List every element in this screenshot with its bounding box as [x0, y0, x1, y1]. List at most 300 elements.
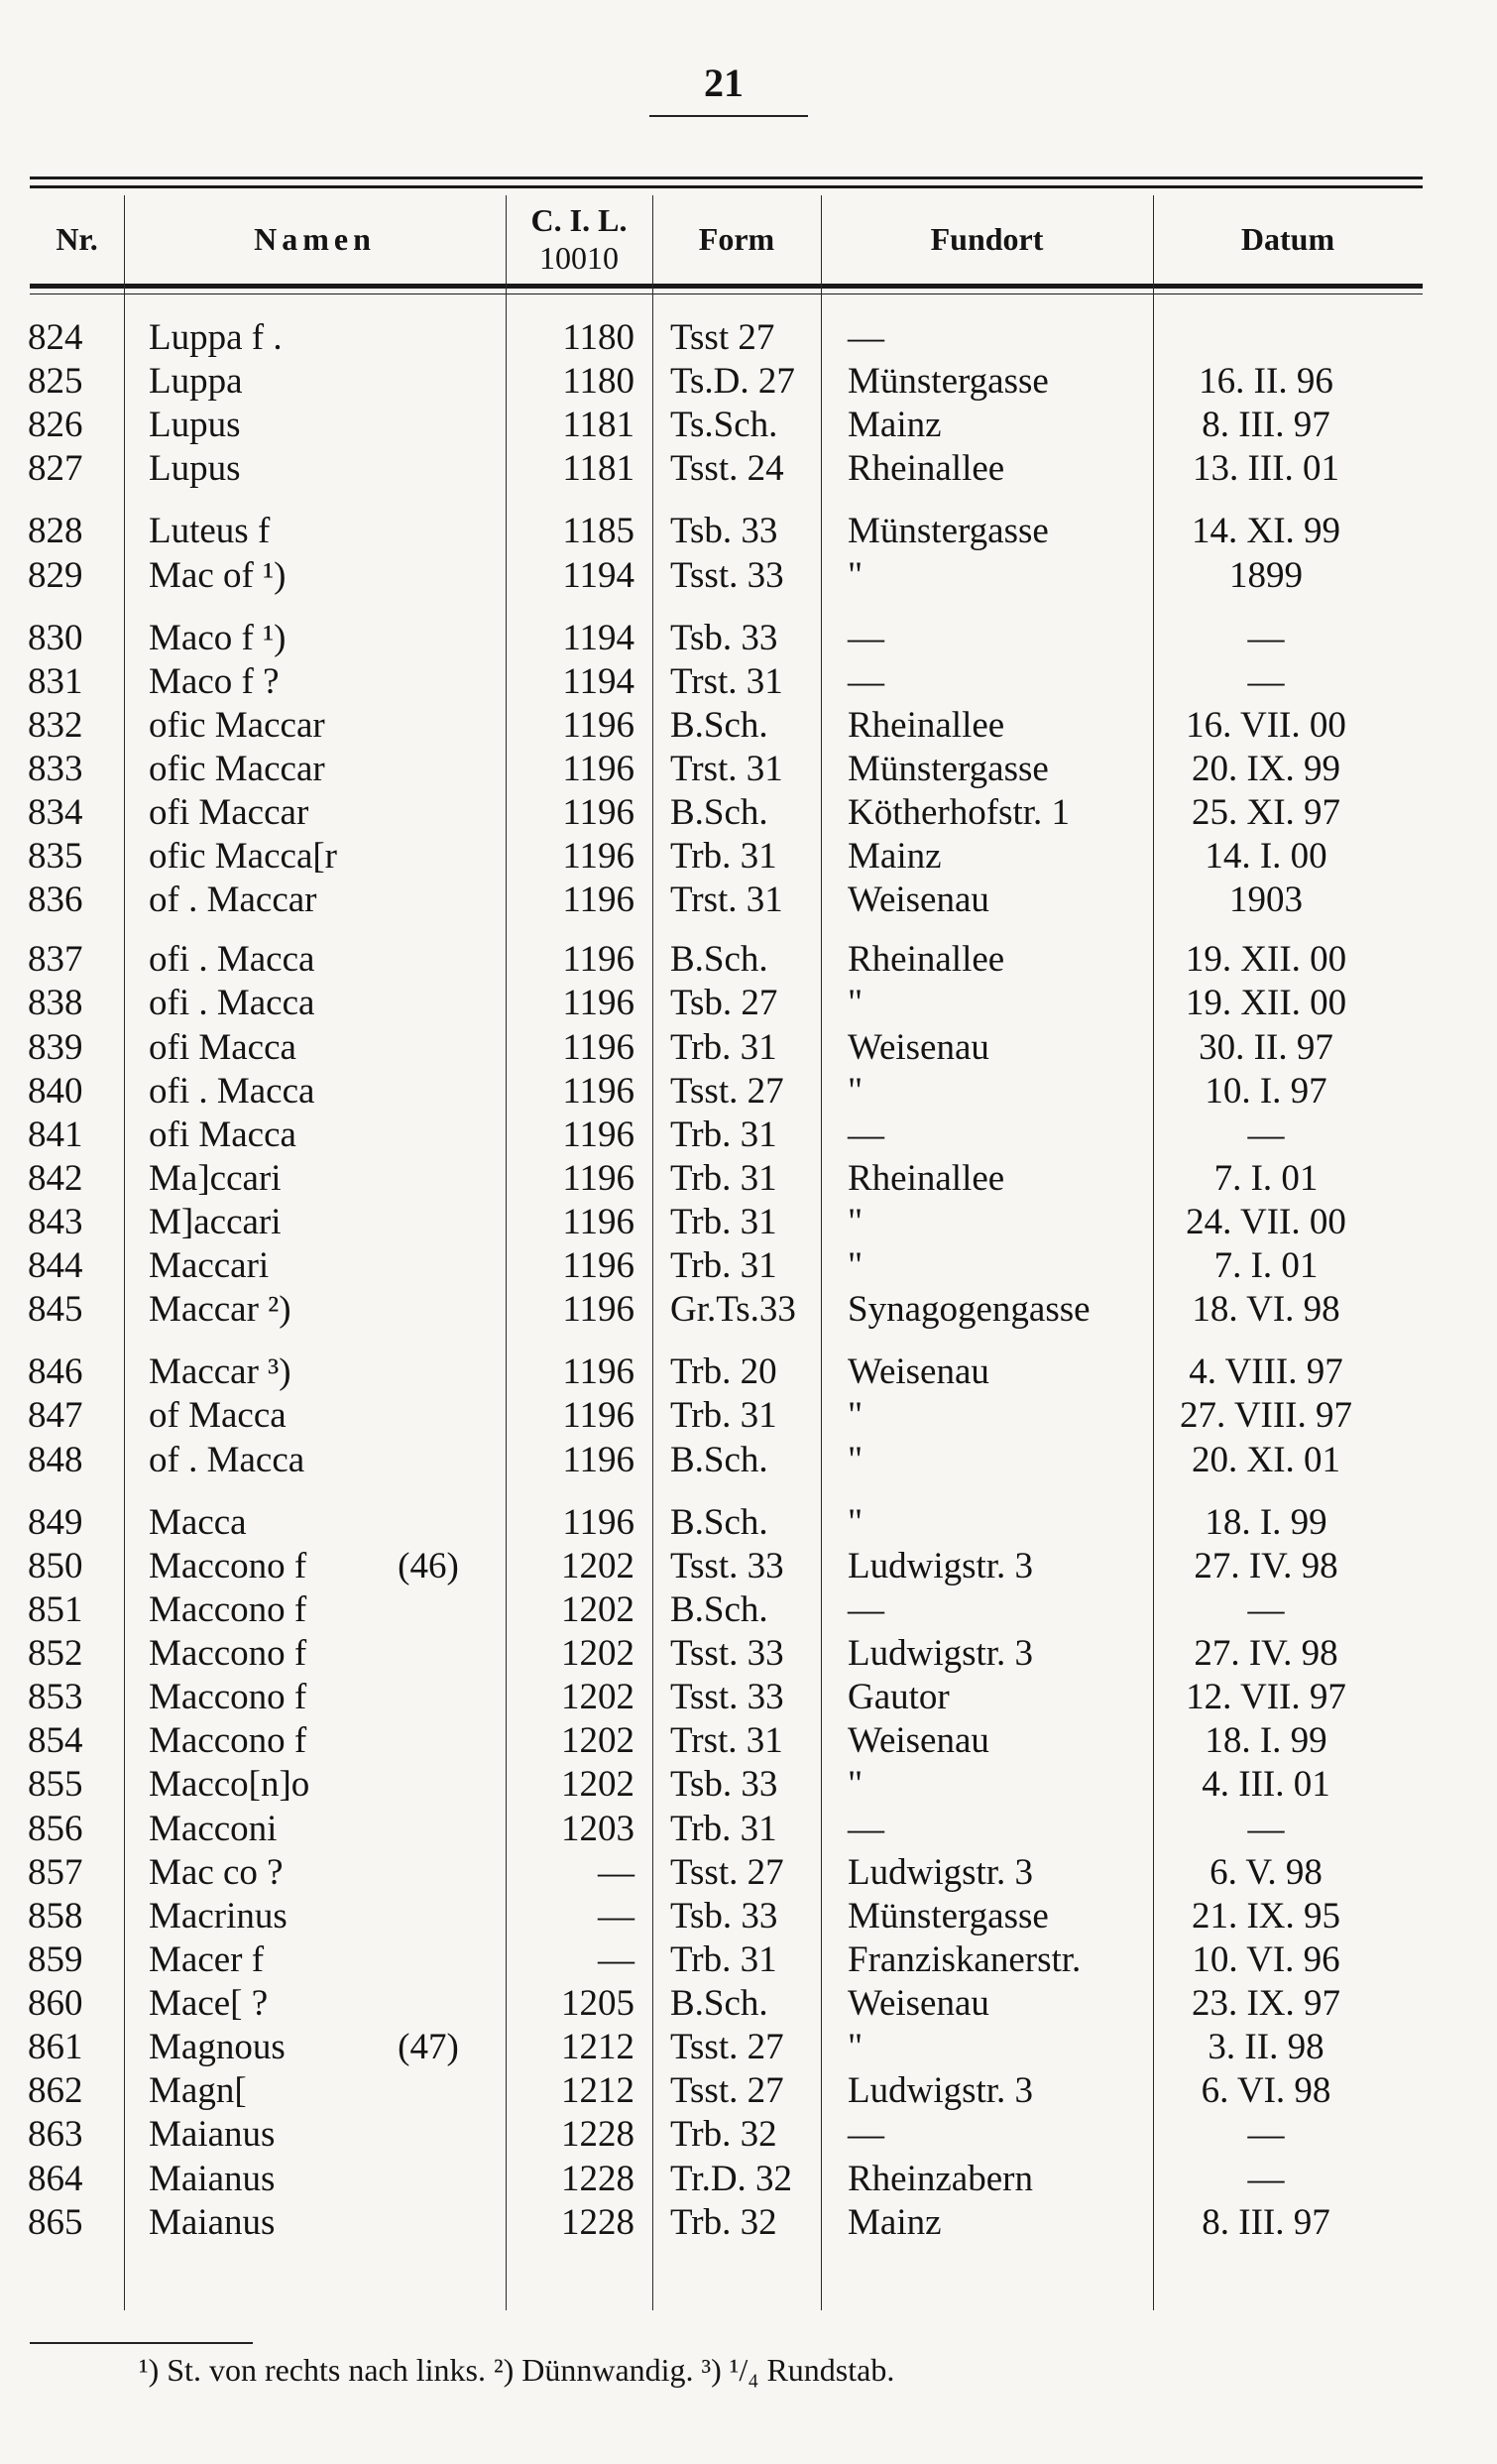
header-cil-sub: 10010 — [539, 240, 619, 276]
row-nr: 845 — [28, 1289, 83, 1331]
row-datum: 30. II. 97 — [1199, 1026, 1333, 1068]
row-fundort: — — [848, 1808, 884, 1849]
row-nr: 834 — [28, 792, 83, 834]
table-row — [0, 403, 1447, 448]
table-row — [0, 509, 1447, 554]
row-form: Trb. 20 — [670, 1351, 777, 1393]
header-namen: Namen — [254, 220, 376, 257]
table-row — [0, 1631, 1447, 1677]
row-name: of . Macca — [149, 1439, 305, 1480]
row-fundort: Rheinallee — [848, 448, 1005, 490]
row-name: Magn[ — [149, 2070, 247, 2112]
table-row — [0, 1981, 1447, 2027]
row-nr: 837 — [28, 939, 83, 981]
row-form: Trb. 32 — [670, 2201, 777, 2243]
row-datum: 7. I. 01 — [1213, 1245, 1319, 1287]
row-form: Trst. 31 — [670, 660, 783, 702]
row-name: Maccar ²) — [149, 1289, 291, 1331]
header-bottom-rule — [30, 284, 1423, 289]
row-fundort: Weisenau — [848, 1351, 989, 1393]
row-fundort: " — [848, 1245, 864, 1287]
row-nr: 849 — [28, 1501, 83, 1543]
row-datum: 23. IX. 97 — [1191, 1983, 1341, 2025]
row-datum: 14. XI. 99 — [1191, 511, 1341, 552]
header-cil — [506, 198, 652, 280]
row-cil: 1196 — [562, 1157, 634, 1199]
table-row — [0, 878, 1447, 923]
row-datum: 21. IX. 95 — [1191, 1895, 1341, 1936]
row-cil: 1202 — [561, 1720, 634, 1762]
row-name: ofi . Macca — [149, 1070, 315, 1112]
row-form: B.Sch. — [670, 792, 768, 834]
row-datum: — — [1247, 1808, 1285, 1849]
row-cil: 1202 — [561, 1545, 634, 1586]
row-nr: 851 — [28, 1588, 83, 1630]
row-form: Tsst. 27 — [670, 1851, 784, 1893]
row-name: ofic Macca[r — [149, 836, 338, 878]
row-fundort: Rheinallee — [848, 1157, 1005, 1199]
row-cil: 1228 — [561, 2114, 634, 2156]
table-row — [0, 703, 1447, 749]
row-datum: 19. XII. 00 — [1185, 983, 1347, 1024]
row-ref-number: (47) — [398, 2027, 459, 2068]
row-name: Macco[n]o — [149, 1764, 310, 1806]
row-name: Maccari — [149, 1245, 270, 1287]
row-cil: 1203 — [561, 1808, 634, 1849]
row-name: Luppa — [149, 361, 243, 403]
row-datum: 27. IV. 98 — [1194, 1632, 1338, 1674]
row-datum: — — [1247, 660, 1285, 702]
row-fundort: Rheinzabern — [848, 2158, 1033, 2199]
row-fundort: Mainz — [848, 2201, 942, 2243]
row-fundort: " — [848, 1439, 864, 1480]
row-fundort: " — [848, 554, 864, 596]
row-cil: 1196 — [562, 983, 634, 1024]
row-datum: 4. VIII. 97 — [1189, 1351, 1343, 1393]
row-nr: 857 — [28, 1851, 83, 1893]
table-row — [0, 1937, 1447, 1983]
row-name: Ma]ccari — [149, 1157, 282, 1199]
table-row — [0, 747, 1447, 792]
row-cil: 1202 — [561, 1677, 634, 1718]
row-nr: 828 — [28, 511, 83, 552]
row-name: Maccono f — [149, 1720, 307, 1762]
row-nr: 846 — [28, 1351, 83, 1393]
row-fundort: Münstergasse — [848, 1895, 1049, 1936]
row-name: Maccono f — [149, 1588, 307, 1630]
row-datum: 6. VI. 98 — [1201, 2070, 1331, 2112]
header-cil-top: C. I. L. — [530, 202, 628, 238]
row-datum: 3. II. 98 — [1208, 2027, 1324, 2068]
header-nr: Nr. — [56, 220, 98, 257]
row-cil: 1196 — [562, 1114, 634, 1155]
row-form: B.Sch. — [670, 704, 768, 746]
header-fundort: Fundort — [930, 220, 1044, 257]
row-form: Trb. 31 — [670, 1808, 777, 1849]
row-nr: 859 — [28, 1938, 83, 1980]
row-fundort: Ludwigstr. 3 — [848, 1545, 1034, 1586]
row-nr: 863 — [28, 2114, 83, 2156]
row-cil: 1180 — [562, 317, 634, 358]
row-datum: — — [1247, 1588, 1285, 1630]
row-fundort: " — [848, 1395, 864, 1437]
row-fundort: — — [848, 1114, 884, 1155]
row-nr: 842 — [28, 1157, 83, 1199]
row-name: Maccono f — [149, 1632, 307, 1674]
table-row — [0, 2200, 1447, 2246]
row-name: ofi Macca — [149, 1114, 296, 1155]
row-cil: 1194 — [562, 660, 634, 702]
row-form: Tsb. 33 — [670, 617, 778, 658]
table-row — [0, 790, 1447, 836]
row-form: Tsb. 33 — [670, 1895, 778, 1936]
table-row — [0, 1069, 1447, 1115]
row-nr: 854 — [28, 1720, 83, 1762]
table-row — [0, 1200, 1447, 1245]
row-cil: 1196 — [562, 1501, 634, 1543]
row-ref-number: (46) — [398, 1545, 459, 1586]
row-form: Trb. 31 — [670, 1395, 777, 1437]
row-name: ofic Maccar — [149, 748, 325, 789]
row-form: Trb. 31 — [670, 1114, 777, 1155]
row-fundort: — — [848, 617, 884, 658]
row-name: Mac of ¹) — [149, 554, 287, 596]
row-name: of Macca — [149, 1395, 287, 1437]
row-form: Ts.D. 27 — [670, 361, 795, 403]
row-form: B.Sch. — [670, 1439, 768, 1480]
row-fundort: Weisenau — [848, 1720, 989, 1762]
table-row — [0, 1349, 1447, 1395]
header-bottom-rule-thin — [30, 293, 1423, 294]
row-cil: 1196 — [562, 1245, 634, 1287]
row-name: Lupus — [149, 405, 241, 446]
row-form: Tsb. 33 — [670, 1764, 778, 1806]
table-row — [0, 1500, 1447, 1546]
row-datum: 10. I. 97 — [1205, 1070, 1327, 1112]
row-cil: 1228 — [561, 2201, 634, 2243]
row-fundort: — — [848, 1588, 884, 1630]
table-row — [0, 1025, 1447, 1071]
row-form: Trb. 31 — [670, 1202, 777, 1243]
row-fundort: Mainz — [848, 405, 942, 446]
row-fundort: Ludwigstr. 3 — [848, 2070, 1034, 2112]
row-fundort: Weisenau — [848, 1026, 989, 1068]
row-form: Tsst. 33 — [670, 1677, 784, 1718]
row-datum: 18. I. 99 — [1205, 1720, 1327, 1762]
row-cil: 1194 — [562, 617, 634, 658]
table-row — [0, 1675, 1447, 1720]
page-number-rule — [649, 115, 808, 117]
row-nr: 831 — [28, 660, 83, 702]
row-cil: — — [598, 1938, 634, 1980]
row-datum: 4. III. 01 — [1202, 1764, 1330, 1806]
row-cil: 1205 — [561, 1983, 634, 2025]
row-datum: 7. I. 01 — [1213, 1157, 1319, 1199]
row-nr: 850 — [28, 1545, 83, 1586]
row-fundort: Münstergasse — [848, 748, 1049, 789]
row-cil: 1202 — [561, 1764, 634, 1806]
row-cil: 1196 — [562, 939, 634, 981]
row-fundort: Rheinallee — [848, 939, 1005, 981]
row-datum: 27. IV. 98 — [1194, 1545, 1338, 1586]
row-form: B.Sch. — [670, 1983, 768, 2025]
footnote-rule — [30, 2342, 253, 2344]
row-form: Trst. 31 — [670, 1720, 783, 1762]
row-name: Lupus — [149, 448, 241, 490]
row-cil: 1196 — [562, 836, 634, 878]
row-form: Tsst. 24 — [670, 448, 784, 490]
row-nr: 836 — [28, 880, 83, 921]
row-cil: 1202 — [561, 1632, 634, 1674]
row-name: ofic Maccar — [149, 704, 325, 746]
table-row — [0, 1544, 1447, 1589]
row-fundort: Synagogengasse — [848, 1289, 1091, 1331]
row-nr: 844 — [28, 1245, 83, 1287]
row-nr: 830 — [28, 617, 83, 658]
row-cil: 1194 — [562, 554, 634, 596]
table-row — [0, 2025, 1447, 2070]
row-name: ofi . Macca — [149, 939, 315, 981]
row-cil: 1196 — [562, 1351, 634, 1393]
row-cil: 1196 — [562, 1026, 634, 1068]
row-nr: 829 — [28, 554, 83, 596]
row-form: Trst. 31 — [670, 880, 783, 921]
row-datum: 19. XII. 00 — [1185, 939, 1347, 981]
row-cil: 1185 — [562, 511, 634, 552]
row-fundort: Weisenau — [848, 880, 989, 921]
table-row — [0, 315, 1447, 361]
row-datum: 6. V. 98 — [1209, 1851, 1323, 1893]
row-name: of . Maccar — [149, 880, 317, 921]
row-name: Maccar ³) — [149, 1351, 291, 1393]
row-datum: — — [1247, 617, 1285, 658]
row-fundort: Rheinallee — [848, 704, 1005, 746]
row-datum: 10. VI. 96 — [1192, 1938, 1340, 1980]
row-form: Tsb. 33 — [670, 511, 778, 552]
row-datum: — — [1247, 2158, 1285, 2199]
row-cil: 1202 — [561, 1588, 634, 1630]
header-form: Form — [698, 220, 775, 257]
row-form: Tsst. 27 — [670, 2027, 784, 2068]
row-name: Maianus — [149, 2201, 276, 2243]
row-fundort: Münstergasse — [848, 361, 1049, 403]
row-cil: 1212 — [561, 2070, 634, 2112]
row-cil: 1196 — [562, 704, 634, 746]
table-row — [0, 1156, 1447, 1202]
row-cil: 1196 — [562, 792, 634, 834]
row-nr: 862 — [28, 2070, 83, 2112]
row-name: Macrinus — [149, 1895, 288, 1936]
row-datum: 20. XI. 01 — [1191, 1439, 1341, 1480]
row-nr: 848 — [28, 1439, 83, 1480]
row-form: Tsst. 33 — [670, 1632, 784, 1674]
row-fundort: — — [848, 317, 884, 358]
row-datum: 14. I. 00 — [1205, 836, 1327, 878]
row-nr: 861 — [28, 2027, 83, 2068]
row-datum: 18. VI. 98 — [1192, 1289, 1340, 1331]
table-row — [0, 2068, 1447, 2114]
row-nr: 858 — [28, 1895, 83, 1936]
row-name: Luteus f — [149, 511, 271, 552]
row-cil: 1196 — [562, 1289, 634, 1331]
row-fundort: Münstergasse — [848, 511, 1049, 552]
table-row — [0, 1287, 1447, 1333]
table-row — [0, 937, 1447, 983]
row-cil: — — [598, 1851, 634, 1893]
row-datum: 27. VIII. 97 — [1179, 1395, 1352, 1437]
page-number: 21 — [704, 60, 744, 105]
row-cil: 1196 — [562, 748, 634, 789]
row-cil: 1196 — [562, 1202, 634, 1243]
row-nr: 852 — [28, 1632, 83, 1674]
row-datum: 13. III. 01 — [1193, 448, 1339, 490]
row-form: B.Sch. — [670, 1501, 768, 1543]
table-row — [0, 616, 1447, 661]
row-cil: 1196 — [562, 1395, 634, 1437]
row-nr: 843 — [28, 1202, 83, 1243]
row-cil: 1196 — [562, 1070, 634, 1112]
row-form: Trb. 32 — [670, 2114, 777, 2156]
row-datum: 1903 — [1229, 880, 1303, 921]
table-row — [0, 446, 1447, 492]
row-nr: 825 — [28, 361, 83, 403]
row-name: Macconi — [149, 1808, 278, 1849]
row-form: Tsst. 27 — [670, 2070, 784, 2112]
row-name: Maianus — [149, 2114, 276, 2156]
row-form: Trb. 31 — [670, 1938, 777, 1980]
table-row — [0, 981, 1447, 1026]
row-nr: 864 — [28, 2158, 83, 2199]
row-nr: 833 — [28, 748, 83, 789]
row-nr: 847 — [28, 1395, 83, 1437]
table-row — [0, 553, 1447, 599]
row-nr: 865 — [28, 2201, 83, 2243]
row-form: Trb. 31 — [670, 1157, 777, 1199]
row-form: Gr.Ts.33 — [670, 1289, 796, 1331]
row-nr: 840 — [28, 1070, 83, 1112]
row-form: Trb. 31 — [670, 836, 777, 878]
row-name: ofi . Macca — [149, 983, 315, 1024]
row-cil: 1228 — [561, 2158, 634, 2199]
row-datum: 20. IX. 99 — [1191, 748, 1341, 789]
row-fundort: Kötherhofstr. 1 — [848, 792, 1071, 834]
footnotes: ¹) St. von rechts nach links. ²) Dünnwandig. ³) ¹/₄ Rundstab. — [139, 2352, 895, 2388]
row-datum: 25. XI. 97 — [1191, 792, 1341, 834]
row-name: Mac co ? — [149, 1851, 284, 1893]
table-row — [0, 1438, 1447, 1483]
table-row — [0, 1894, 1447, 1939]
row-datum: 8. III. 97 — [1202, 2201, 1330, 2243]
row-nr: 826 — [28, 405, 83, 446]
row-cil: 1196 — [562, 880, 634, 921]
row-datum: 1899 — [1229, 554, 1303, 596]
table-row — [0, 1587, 1447, 1633]
row-form: B.Sch. — [670, 1588, 768, 1630]
table-row — [0, 2112, 1447, 2158]
row-fundort: Franziskanerstr. — [848, 1938, 1082, 1980]
row-datum: 16. II. 96 — [1199, 361, 1333, 403]
row-name: ofi Maccar — [149, 792, 309, 834]
table-row — [0, 659, 1447, 705]
row-name: Luppa f . — [149, 317, 283, 358]
row-fundort: " — [848, 1070, 864, 1112]
row-fundort: — — [848, 660, 884, 702]
table-top-rule — [30, 176, 1423, 179]
row-nr: 841 — [28, 1114, 83, 1155]
table-row — [0, 1762, 1447, 1808]
row-fundort: Gautor — [848, 1677, 950, 1718]
row-name: Maianus — [149, 2158, 276, 2199]
row-form: Tsst. 27 — [670, 1070, 784, 1112]
row-form: Trb. 31 — [670, 1245, 777, 1287]
table-row — [0, 1113, 1447, 1158]
row-datum: 24. VII. 00 — [1186, 1202, 1346, 1243]
row-datum: 16. VII. 00 — [1186, 704, 1346, 746]
row-name: Maccono f — [149, 1677, 307, 1718]
row-form: Trst. 31 — [670, 748, 783, 789]
row-fundort: — — [848, 2114, 884, 2156]
row-datum: — — [1247, 2114, 1285, 2156]
row-cil: 1196 — [562, 1439, 634, 1480]
row-fundort: " — [848, 1501, 864, 1543]
table-row — [0, 359, 1447, 405]
row-fundort: " — [848, 983, 864, 1024]
row-nr: 824 — [28, 317, 83, 358]
header-datum: Datum — [1240, 220, 1335, 257]
row-cil: — — [598, 1895, 634, 1936]
table-top-rule-inner — [30, 185, 1423, 188]
row-form: Tsst. 33 — [670, 554, 784, 596]
table-row — [0, 2157, 1447, 2202]
row-nr: 860 — [28, 1983, 83, 2025]
row-datum: 18. I. 99 — [1205, 1501, 1327, 1543]
row-nr: 832 — [28, 704, 83, 746]
row-name: Maco f ¹) — [149, 617, 287, 658]
row-name: M]accari — [149, 1202, 282, 1243]
row-name: Macer f — [149, 1938, 265, 1980]
row-name: Magnous — [149, 2027, 286, 2068]
row-datum: — — [1247, 1114, 1285, 1155]
table-row — [0, 1243, 1447, 1289]
row-fundort: Ludwigstr. 3 — [848, 1851, 1034, 1893]
row-name: ofi Macca — [149, 1026, 296, 1068]
row-name: Mace[ ? — [149, 1983, 269, 2025]
row-nr: 856 — [28, 1808, 83, 1849]
table-row — [0, 1807, 1447, 1852]
row-form: Ts.Sch. — [670, 405, 778, 446]
row-nr: 838 — [28, 983, 83, 1024]
row-nr: 827 — [28, 448, 83, 490]
row-nr: 855 — [28, 1764, 83, 1806]
row-fundort: " — [848, 2027, 864, 2068]
table-row — [0, 1850, 1447, 1896]
row-form: Tsb. 27 — [670, 983, 778, 1024]
row-datum: 8. III. 97 — [1202, 405, 1330, 446]
row-fundort: " — [848, 1202, 864, 1243]
table-row — [0, 1718, 1447, 1764]
row-cil: 1180 — [562, 361, 634, 403]
row-form: Trb. 31 — [670, 1026, 777, 1068]
row-name: Macca — [149, 1501, 247, 1543]
row-nr: 839 — [28, 1026, 83, 1068]
row-cil: 1181 — [562, 448, 634, 490]
row-form: Tsst. 33 — [670, 1545, 784, 1586]
row-fundort: Weisenau — [848, 1983, 989, 2025]
row-fundort: " — [848, 1764, 864, 1806]
row-cil: 1181 — [562, 405, 634, 446]
row-fundort: Mainz — [848, 836, 942, 878]
row-nr: 835 — [28, 836, 83, 878]
